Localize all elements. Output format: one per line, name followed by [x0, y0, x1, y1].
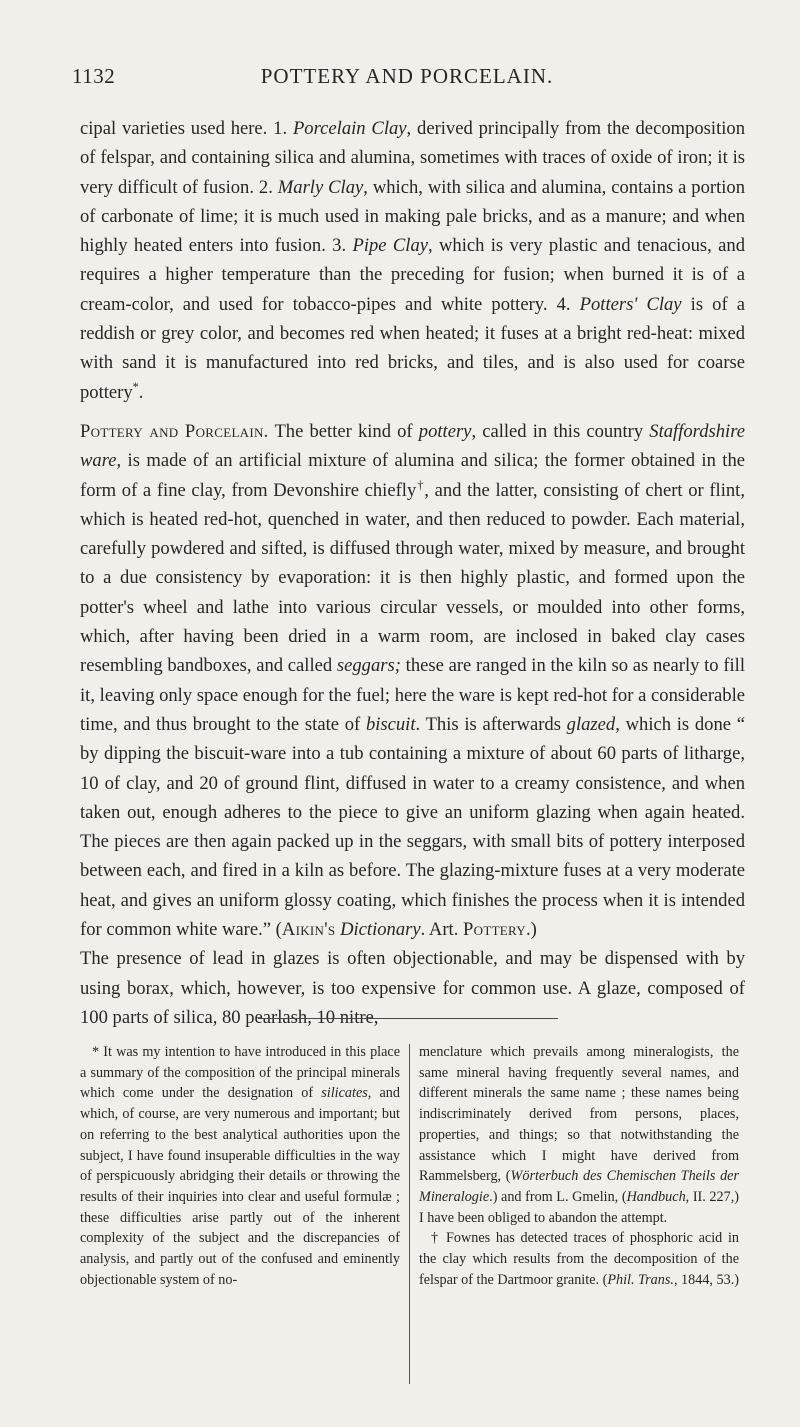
term-porcelain-clay: Porcelain Clay: [292, 118, 407, 139]
running-title: POTTERY AND PORCELAIN.: [260, 64, 554, 88]
section-heading: Pottery and Porcelain.: [80, 420, 269, 442]
footnote-column-left: [80, 1042, 400, 1290]
main-text: [80, 114, 745, 1032]
page-number: 1132: [72, 64, 116, 88]
term-pipe-clay: Pipe Clay: [352, 235, 428, 257]
footnote-rule: [258, 1018, 558, 1019]
footnote-dagger: † Fownes has detected traces of phosphoric acid in the clay which results from the decomposition of the felspar of the Dartmoor granite. (Phil. Trans., 1844, 53.): [419, 1230, 739, 1288]
paragraph-pottery-and-porcelain: Pottery and Porcelain. The better kind of pottery, called in this country Staffordshire ware, is made of an artificial mixture of alumina and silica; the former obtained in the form of a fine clay, from Devonshire chiefly†, and the latter, consisting of chert or flint, which is heated red-hot, quenched in water, and then reduced to powder. Each material, carefully powdered and sifted, is diffused through water, mixed by measure, and brought to a due consistency by evaporation: it is then highly plastic, and formed upon the potter's wheel and lathe into various circular vessels, or moulded into other forms, which, after having been dried in a warm room, are inclosed in baked clay cases resembling bandboxes, and called seggars; these are ranged in the kiln so as nearly to fill it, leaving only space enough for the fuel; here the ware is kept red-hot for a considerable time, and thus brought to the state of biscuit. This is afterwards glazed, which is done “ by dipping the biscuit-ware into a tub containing a mixture of about 60 parts of litharge, 10 of clay, and 20 of ground flint, diffused in water to a creamy consistence, and when taken out, enough adheres to the piece to give an uniform glazing when again heated. The pieces are then again packed up in the seggars, with small bits of pottery interposed between each, and fired in a kiln as before. The glazing-mixture fuses at a very moderate heat, and gives an uniform glossy coating, which finishes the process when it is intended for common white ware.” (Aikin's Dictionary. Art. Pottery.): [80, 420, 746, 941]
page-header: [72, 64, 742, 100]
column-divider: [409, 1044, 410, 1384]
footnote-column-right: [419, 1042, 739, 1290]
footnotes: [80, 1042, 745, 1402]
footnote-star-continued: menclature which prevails among mineralogists, the same mineral having frequently several names, and different minerals the same name ; these names being indiscriminately derived from persons, places, properties, and things; so that notwithstanding the assistance which I might have derived from Rammelsberg, (Wörterbuch des Chemischen Theils der Mineralogie.) and from L. Gmelin, (Handbuch, II. 227,) I have been obliged to abandon the attempt.: [419, 1044, 739, 1226]
footnote-ref-star: *: [132, 379, 139, 394]
paragraph-lead-glazes: The presence of lead in glazes is often objectionable, and may be dispensed with by using borax, which, however, is too expensive for common use. A glaze, composed of 100 parts of silica, 80 pearlash, 10 nitre,: [80, 948, 745, 1028]
footnote-star: * It was my intention to have introduced in this place a summary of the composition of the principal minerals which come under the designation of silicates, and which, of course, are very numerous and important; but on referring to the best analytical authorities upon the subject, I have found insuperable difficulties in the way of perspicuously abridging their details or throwing the results of their inquiries into clear and useful formulæ ; these difficulties arise partly out of the inherent complexity of the subject and the discrepancies of analysis, and partly out of the confused and eminently objectionable system of no-: [80, 1044, 400, 1288]
term-potters-clay: Potters' Clay: [579, 293, 682, 315]
paragraph-clay-varieties: cipal varieties used here. 1. Porcelain Clay, derived principally from the decomposition of felspar, and containing silica and alumina, sometimes with traces of oxide of iron; it is very difficult of fusion. 2. Marly Clay, which, with silica and alumina, contains a portion of carbonate of lime; it is much used in making pale bricks, and as a manure; and when highly heated enters into fusion. 3. Pipe Clay, which is very plastic and tenacious, and requires a higher temperature than the preceding for fusion; when burned it is of a cream-color, and used for tobacco-pipes and white pottery. 4. Potters' Clay is of a reddish or grey color, and becomes red when heated; it fuses at a bright red-heat: mixed with sand it is manufactured into red bricks, and tiles, and is also used for coarse pottery*.: [80, 118, 745, 403]
footnote-ref-dagger: †: [416, 477, 425, 492]
term-marly-clay: Marly Clay: [277, 176, 364, 198]
